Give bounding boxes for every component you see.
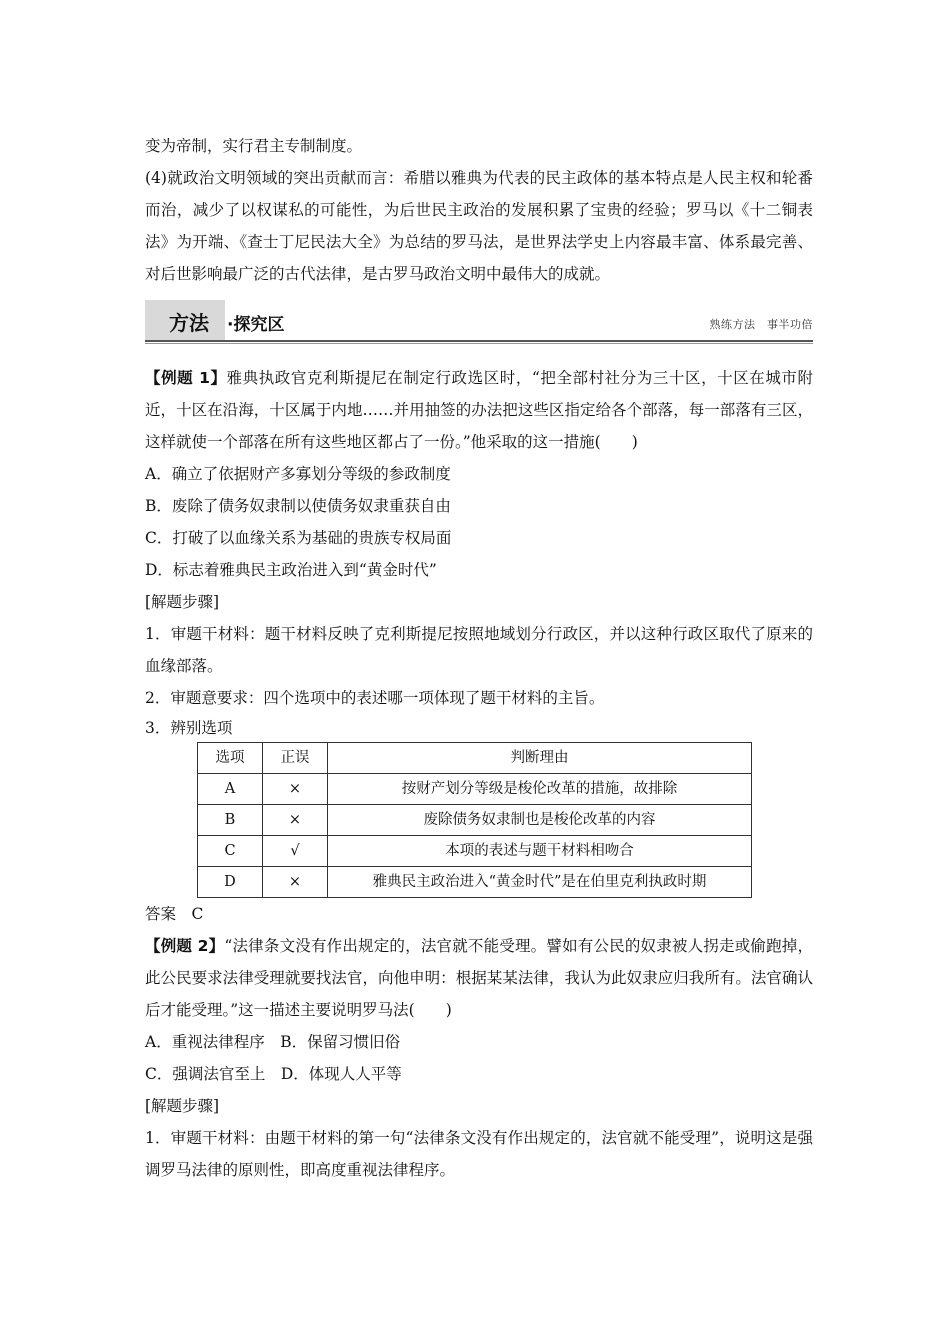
example-2-options-ab: A．重视法律程序 B．保留习惯旧俗 (145, 1033, 401, 1051)
table-cell: × (263, 774, 328, 805)
page-body (145, 130, 813, 1186)
section-title: 方法 (169, 311, 209, 335)
example-1-option-b: B．废除了债务奴隶制以使债务奴隶重获自由 (145, 497, 451, 515)
example-1-label: 【例题 1】 (145, 369, 227, 387)
table-cell: 雅典民主政治进入“黄金时代”是在伯里克利执政时期 (328, 867, 752, 898)
table-cell: B (198, 805, 263, 836)
section-slogan: 熟练方法 事半功倍 (709, 318, 813, 331)
section-divider (145, 340, 813, 342)
example-1-stem (145, 362, 813, 458)
table-cell: 按财产划分等级是梭伦改革的措施，故排除 (328, 774, 752, 805)
example-1-option-a: A．确立了依据财产多寡划分等级的参政制度 (145, 465, 451, 483)
table-row (198, 805, 752, 836)
table-row (198, 836, 752, 867)
example-2-options-cd: C．强调法官至上 D．体现人人平等 (145, 1065, 402, 1083)
table-cell: × (263, 867, 328, 898)
intro-line: 变为帝制，实行君主专制制度。 (145, 137, 363, 155)
example-1-option-d: D．标志着雅典民主政治进入到“黄金时代” (145, 561, 437, 579)
table-cell: 废除债务奴隶制也是梭伦改革的内容 (328, 805, 752, 836)
table-cell: 本项的表述与题干材料相吻合 (328, 836, 752, 867)
table-cell: √ (263, 836, 328, 867)
table-cell: A (198, 774, 263, 805)
judgement-table (197, 742, 752, 898)
section-divider-thin (145, 343, 813, 344)
table-cell: × (263, 805, 328, 836)
example-1-step-3: 3．辨别选项 (145, 719, 233, 737)
example-1-text: 雅典执政官克利斯提尼在制定行政选区时，“把全部村社分为三十区，十区在城市附近，十区在沿海，十区属于内地……并用抽签的办法把这些区指定给各个部落，每一部落有三区，这样就使一个部落在所有这些地区都占了一份。”他采取的这一措施( ) (145, 369, 813, 451)
example-2-label: 【例题 2】 (145, 937, 225, 955)
table-header-cell: 正误 (263, 743, 328, 774)
example-1-step-1: 1．审题干材料：题干材料反映了克利斯提尼按照地域划分行政区，并以这种行政区取代了原来的血缘部落。 (145, 625, 813, 675)
example-1-step-2: 2．审题意要求：四个选项中的表述哪一项体现了题干材料的主旨。 (145, 689, 605, 707)
section-header (145, 300, 813, 344)
table-cell: D (198, 867, 263, 898)
example-2-text: “法律条文没有作出规定的，法官就不能受理。譬如有公民的奴隶被人拐走或偷跑掉，此公民要求法律受理就要找法官，向他申明：根据某某法律，我认为此奴隶应归我所有。法官确认后才能受理。”这一描述主要说明罗马法( ) (145, 937, 813, 1019)
table-header-cell: 判断理由 (328, 743, 752, 774)
example-2-stem (145, 930, 813, 1026)
table-cell: C (198, 836, 263, 867)
example-1-steps-title: [解题步骤] (145, 593, 220, 611)
table-header-cell: 选项 (198, 743, 263, 774)
example-1-answer: 答案 C (145, 905, 204, 923)
example-2-step-1: 1．审题干材料：由题干材料的第一句“法律条文没有作出规定的，法官就不能受理”，说明这是强调罗马法律的原则性，即高度重视法律程序。 (145, 1129, 813, 1179)
table-row (198, 867, 752, 898)
section-subtitle: ·探究区 (227, 315, 285, 335)
example-1-option-c: C．打破了以血缘关系为基础的贵族专权局面 (145, 529, 452, 547)
table-header-row (198, 743, 752, 774)
table-row (198, 774, 752, 805)
intro-paragraph-4: (4)就政治文明领域的突出贡献而言：希腊以雅典为代表的民主政体的基本特点是人民主权和轮番而治，减少了以权谋私的可能性，为后世民主政治的发展积累了宝贵的经验；罗马以《十二铜表法》为开端、《查士丁尼民法大全》为总结的罗马法，是世界法学史上内容最丰富、体系最完善、对后世影响最广泛的古代法律，是古罗马政治文明中最伟大的成就。 (145, 169, 813, 283)
example-2-steps-title: [解题步骤] (145, 1097, 220, 1115)
